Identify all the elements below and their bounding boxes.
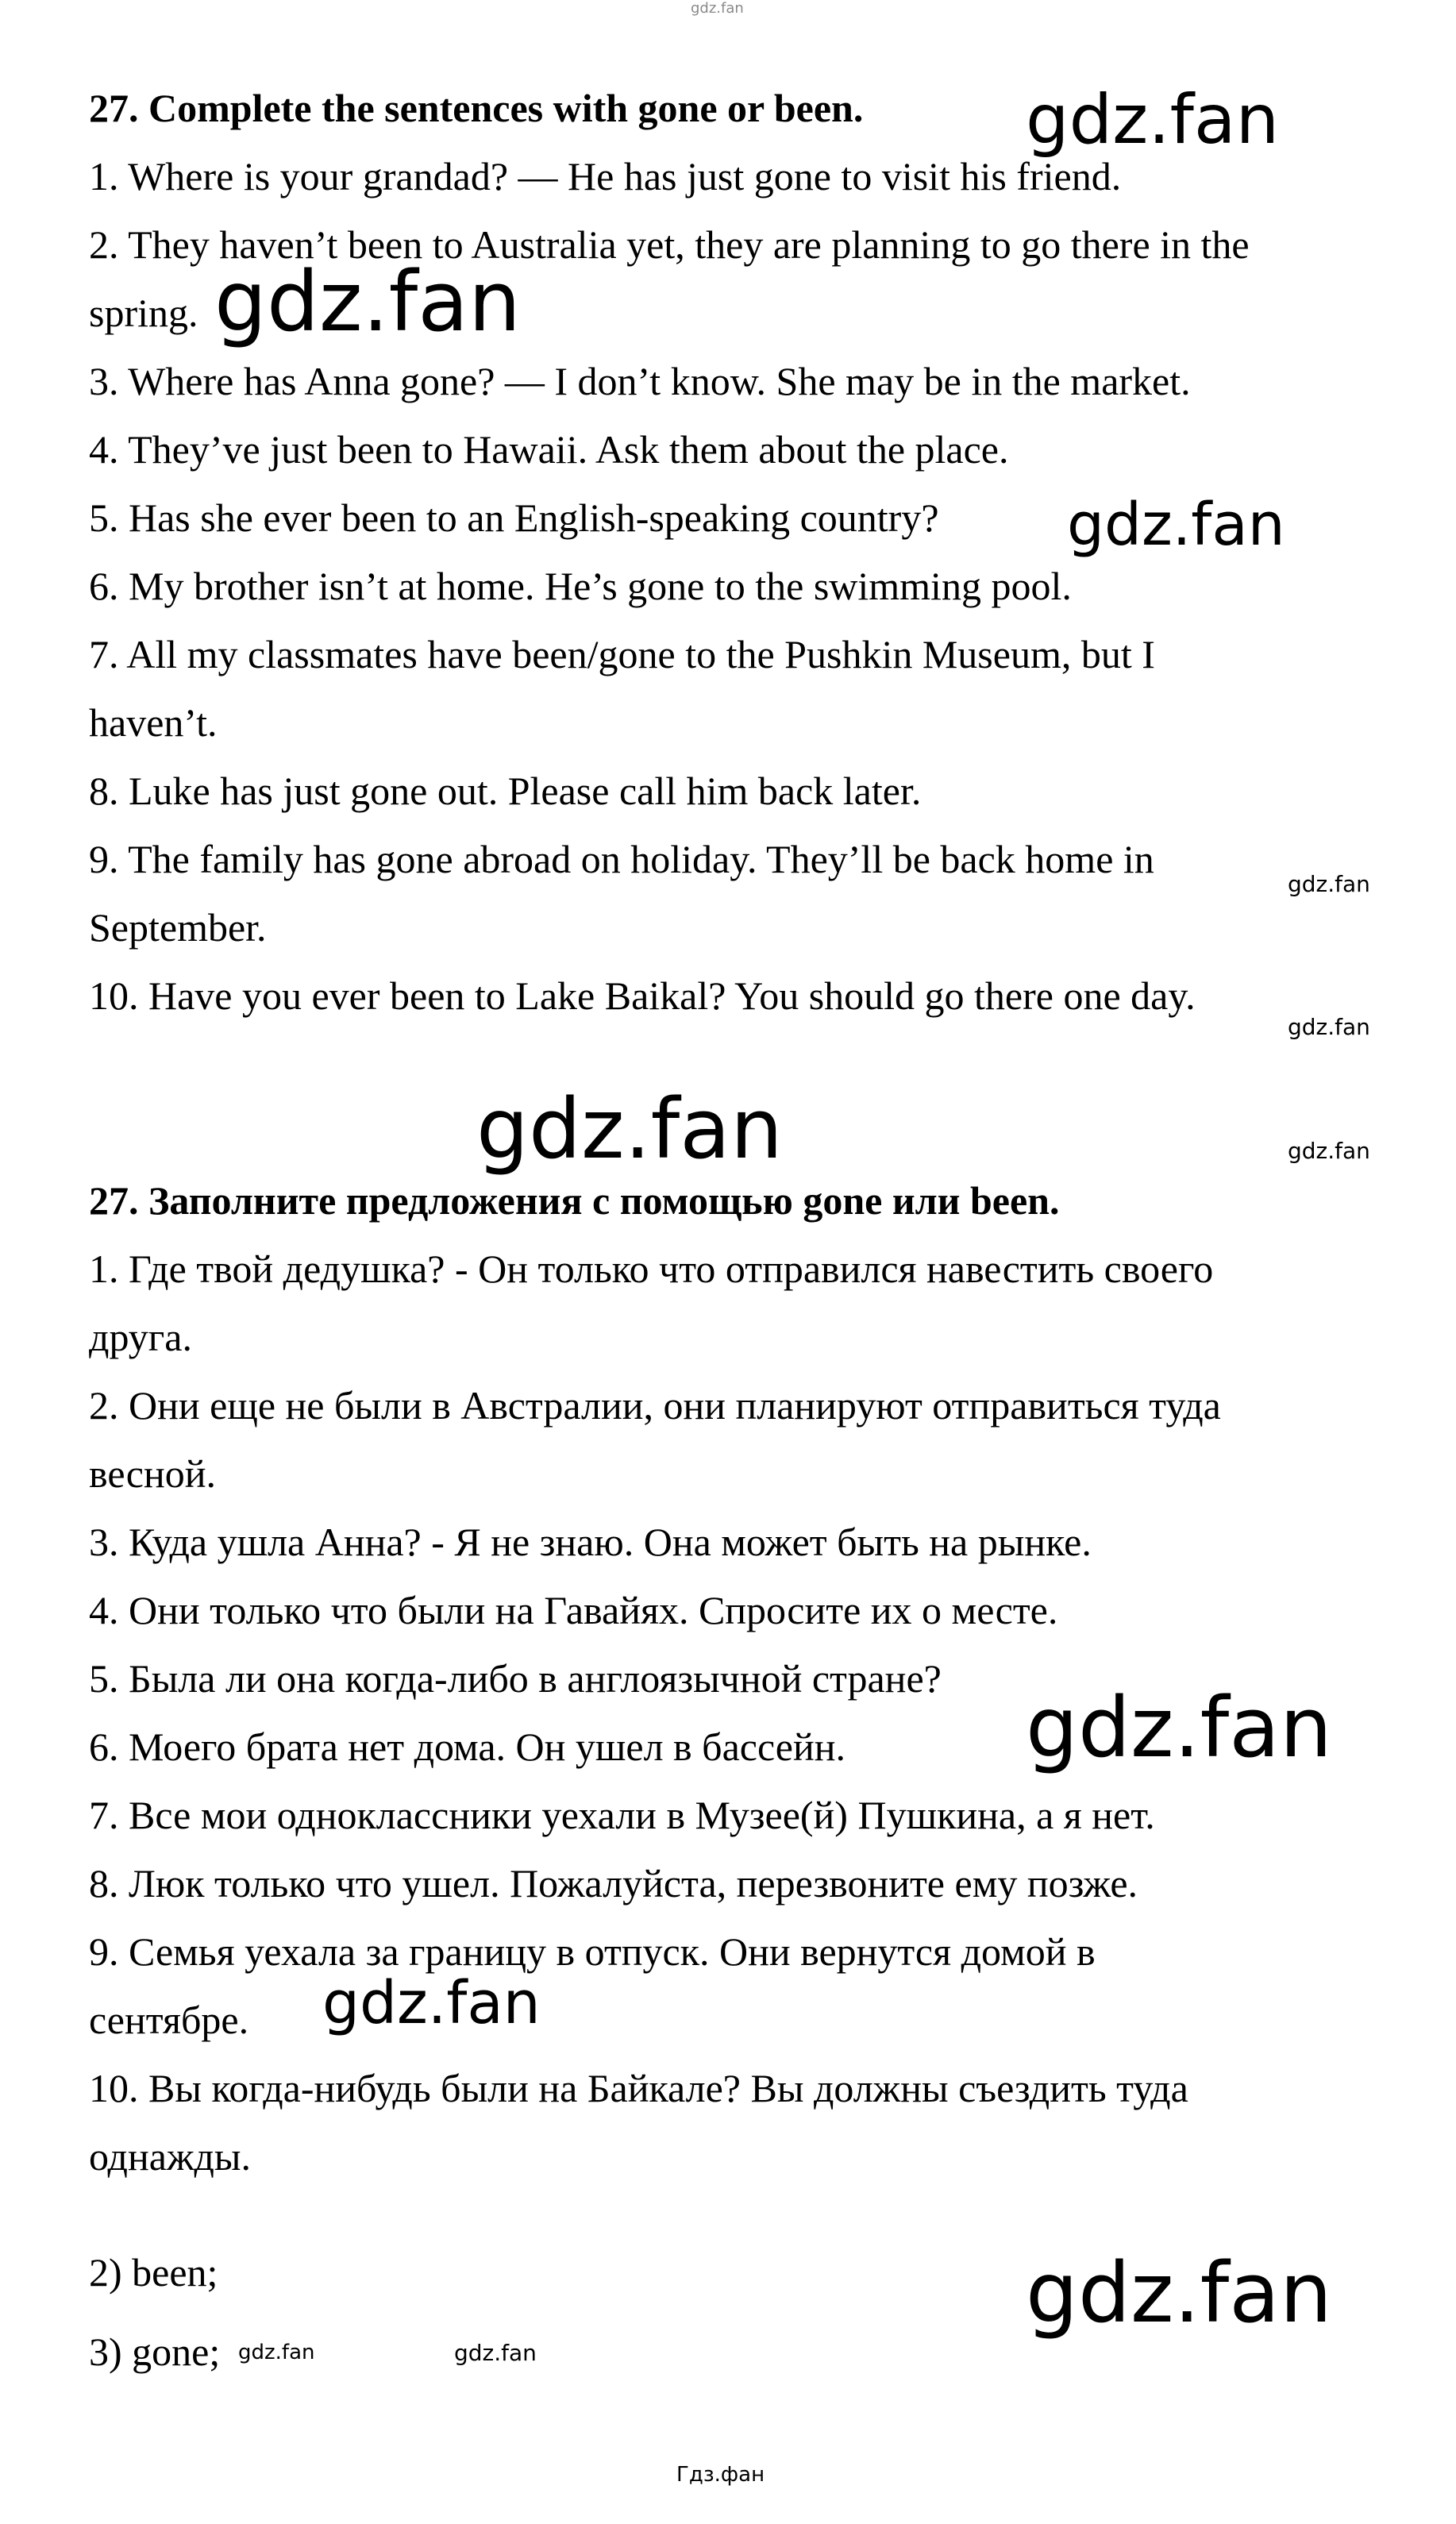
english-line: 5. Has she ever been to an English-speaking country? xyxy=(89,495,939,540)
russian-line: 9. Семья уехала за границу в отпуск. Они вернутся домой в xyxy=(89,1929,1096,1974)
russian-line: весной. xyxy=(89,1451,216,1496)
english-line: 6. My brother isn’t at home. He’s gone to the swimming pool. xyxy=(89,564,1072,608)
russian-line: 10. Вы когда-нибудь были на Байкале? Вы должны съездить туда xyxy=(89,2066,1188,2110)
english-line: spring. xyxy=(89,291,198,335)
russian-line: 4. Они только что были на Гавайях. Спросите их о месте. xyxy=(89,1588,1058,1632)
russian-heading: 27. Заполните предложения с помощью gone или been. xyxy=(89,1178,1060,1223)
watermark-text: gdz.fan xyxy=(1288,1138,1370,1164)
header-small-mark: gdz.fan xyxy=(691,0,744,17)
english-line: September. xyxy=(89,905,267,950)
footer-text: Гдз.фан xyxy=(676,2463,765,2487)
russian-line: сентябре. xyxy=(89,1998,249,2042)
watermark-text: gdz.fan xyxy=(238,2341,315,2364)
watermark-text: gdz.fan xyxy=(322,1969,541,2037)
russian-line: 7. Все мои одноклассники уехали в Музее(й) Пушкина, а я нет. xyxy=(89,1793,1155,1837)
english-line: 4. They’ve just been to Hawaii. Ask them about the place. xyxy=(89,427,1009,472)
english-line: 3. Where has Anna gone? — I don’t know. She may be in the market. xyxy=(89,359,1191,403)
russian-line: 5. Была ли она когда-либо в англоязычной стране? xyxy=(89,1656,942,1701)
watermark-text: gdz.fan xyxy=(476,1081,783,1177)
watermark-text: gdz.fan xyxy=(1288,1014,1370,1040)
russian-line: 6. Моего брата нет дома. Он ушел в бассейн. xyxy=(89,1724,846,1769)
watermark-text: gdz.fan xyxy=(1288,871,1370,897)
russian-line: 3. Куда ушла Анна? - Я не знаю. Она может быть на рынке. xyxy=(89,1520,1092,1564)
english-line: 7. All my classmates have been/gone to the Pushkin Museum, but I xyxy=(89,632,1155,676)
answer-item: 3) gone; xyxy=(89,2329,221,2374)
watermark-text: gdz.fan xyxy=(1067,491,1285,559)
english-line: 1. Where is your grandad? — He has just gone to visit his friend. xyxy=(89,154,1122,198)
russian-line: 8. Люк только что ушел. Пожалуйста, перезвоните ему позже. xyxy=(89,1861,1138,1906)
watermark-text: gdz.fan xyxy=(214,253,521,350)
english-line: 8. Luke has just gone out. Please call him back later. xyxy=(89,769,922,813)
russian-line: 2. Они еще не были в Австралии, они планируют отправиться туда xyxy=(89,1383,1221,1428)
english-heading: 27. Complete the sentences with gone or been. xyxy=(89,86,864,130)
english-line: 9. The family has gone abroad on holiday. They’ll be back home in xyxy=(89,837,1154,881)
english-line: 2. They haven’t been to Australia yet, they are planning to go there in the xyxy=(89,222,1250,267)
russian-line: однажды. xyxy=(89,2134,252,2179)
watermark-text: gdz.fan xyxy=(454,2340,537,2366)
watermark-text: gdz.fan xyxy=(1026,2245,1332,2341)
watermark-text: gdz.fan xyxy=(1026,80,1280,160)
watermark-text: gdz.fan xyxy=(1026,1679,1332,1776)
english-line: haven’t. xyxy=(89,700,218,745)
russian-line: 1. Где твой дедушка? - Он только что отправился навестить своего xyxy=(89,1247,1214,1291)
answer-item: 2) been; xyxy=(89,2250,218,2295)
english-line: 10. Have you ever been to Lake Baikal? You should go there one day. xyxy=(89,973,1196,1018)
russian-line: друга. xyxy=(89,1315,192,1359)
